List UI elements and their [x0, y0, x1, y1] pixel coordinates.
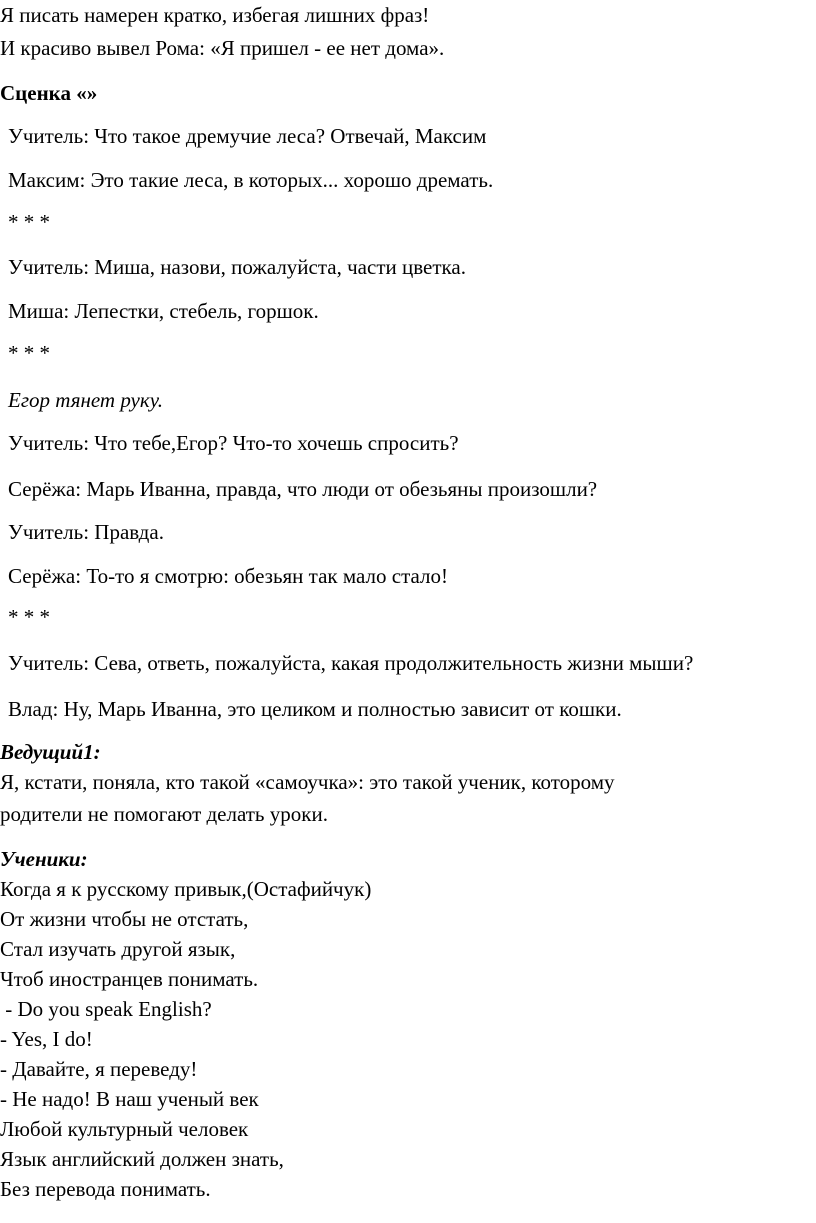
dialogue-line: Учитель: Что тебе,Егор? Что-то хочешь спросить? [8, 431, 459, 455]
scene-separator: * * * [8, 605, 50, 629]
poem-line: От жизни чтобы не отстать, [0, 907, 249, 931]
stage-direction: Егор тянет руку. [8, 388, 163, 412]
intro-line: И красиво вывел Рома: «Я пришел - ее нет дома». [0, 36, 445, 60]
dialogue-line: Серёжа: То-то я смотрю: обезьян так мало стало! [8, 564, 448, 588]
dialogue-line: Учитель: Правда. [8, 520, 164, 544]
poem-line: Любой культурный человек [0, 1117, 249, 1141]
host-text-line: Я, кстати, поняла, кто такой «самоучка»: это такой ученик, которому [0, 770, 615, 794]
dialogue-line: Учитель: Миша, назови, пожалуйста, части цветка. [8, 255, 466, 279]
dialogue-line: Максим: Это такие леса, в которых... хорошо дремать. [8, 168, 494, 192]
poem-line: Язык английский должен знать, [0, 1147, 284, 1171]
poem-line: - Yes, I do! [0, 1027, 93, 1051]
dialogue-line: Учитель: Сева, ответь, пожалуйста, какая продолжительность жизни мыши? [8, 651, 694, 675]
dialogue-line: Учитель: Что такое дремучие леса? Отвечай, Максим [8, 124, 487, 148]
dialogue-line: Миша: Лепестки, стебель, горшок. [8, 299, 319, 323]
intro-line: Я писать намерен кратко, избегая лишних фраз! [0, 3, 430, 27]
poem-line: Стал изучать другой язык, [0, 937, 236, 961]
poem-line: - Не надо! В наш ученый век [0, 1087, 259, 1111]
dialogue-line: Влад: Ну, Марь Иванна, это целиком и полностью зависит от кошки. [8, 697, 622, 721]
poem-line: - Давайте, я переведу! [0, 1057, 198, 1081]
poem-line: Когда я к русскому привык,(Остафийчук) [0, 877, 372, 901]
dialogue-line: Серёжа: Марь Иванна, правда, что люди от обезьяны произошли? [8, 477, 598, 501]
poem-line: Чтоб иностранцев понимать. [0, 967, 259, 991]
scene-separator: * * * [8, 210, 50, 234]
host-text-line: родители не помогают делать уроки. [0, 802, 328, 826]
scene-heading: Сценка «» [0, 81, 98, 105]
poem-line: - Do you speak English? [0, 997, 212, 1021]
poem-line: Без перевода понимать. [0, 1177, 211, 1201]
host-label: Ведущий1: [0, 740, 101, 764]
scene-separator: * * * [8, 341, 50, 365]
students-label: Ученики: [0, 847, 88, 871]
